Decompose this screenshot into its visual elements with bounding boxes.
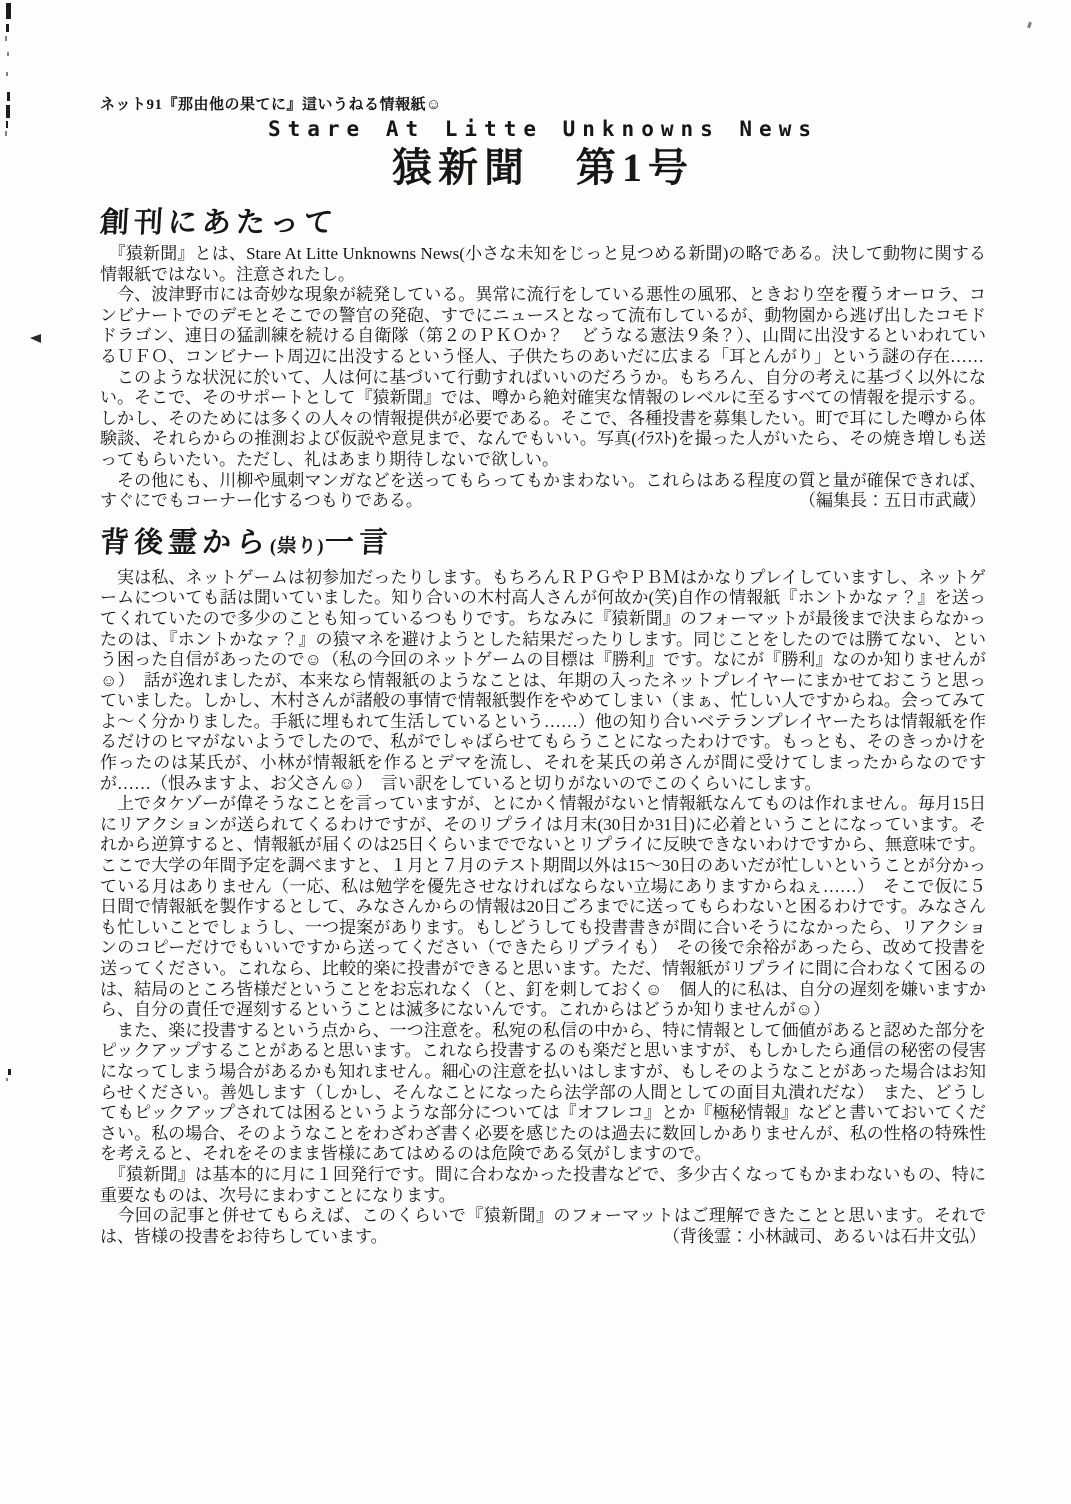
paragraph: また、楽に投書するという点から、一つ注意を。私宛の私信の中から、特に情報として価値があると認めた部分をピックアップすることがあると思います。これなら投書するのも楽だと思いますが、もしかしたら通信の秘密の侵害になってしまう場合があるかも知れません。細心の注意を払いはしますが、もしそのようなことがあった場合はお知らせください。善処します（しかし、そんなことになったら法学部の人間としての面目丸潰れだな） また、どうしてもピックアップされては困るというような部分については『オフレコ』とか『極秘情報』などと書いておいてください。私の場合、そのようなことをわざわざ書く必要を感じたのは過去に数回しかありませんが、私の性格の特殊性を考えると、それをそのまま皆様にあてはめるのは危険である気がしますので。: [100, 1020, 986, 1164]
scan-artifact: [6, 3, 11, 19]
scan-artifact: [6, 105, 10, 118]
heading-text: 背後霊から: [99, 526, 271, 559]
paragraph: 今、波津野市には奇妙な現象が続発している。異常に流行をしている悪性の風邪、ときおり空を覆うオーロラ、コンビナートでのデモとそこでの警官の発砲、すでにニュースとなって流布しているが、動物園から逃げ出したコモドドラゴン、連日の猛訓練を続ける自衛隊（第２のＰＫＯか？ どうなる憲法９条？）、山間に出没するといわれているＵＦＯ、コンビナート周辺に出没するという怪人、子供たちのあいだに広まる「耳とんがり」という謎の存在……: [100, 285, 986, 366]
page-content: [100, 96, 986, 1247]
scan-artifact: [5, 36, 7, 41]
masthead-line: ネット91『那由他の果てに』這いうねる情報紙☺: [100, 97, 442, 113]
scan-artifact: [6, 121, 8, 128]
scan-artifact: [6, 1078, 8, 1081]
english-title: Stare At Litte Unknowns News: [267, 117, 818, 141]
scan-artifact: [6, 72, 8, 76]
section-haigorei: [100, 526, 986, 1248]
paragraph: その他にも、川柳や風刺マンガなどを送ってもらってもかまわない。これらはある程度の質と量が確保できれば、すぐにでもコーナー化するつもりである。: [100, 470, 986, 511]
scan-artifact: [7, 92, 10, 101]
section-heading-haigorei: [99, 526, 987, 564]
paragraph: 『猿新聞』は基本的に月に１回発行です。間に合わなかった投書などで、多少古くなってもかまわないもの、特に重要なものは、次号にまわすことになります。: [100, 1164, 986, 1205]
scan-artifact: [7, 52, 9, 56]
paragraph: 上でタケゾーが偉そうなことを言っていますが、とにかく情報がないと情報紙なんてものは作れません。毎月15日にリアクションが送られてくるわけですが、そのリプライは月末(30日か31日)に必着ということになっています。それから逆算すると、情報紙が届くのは25日くらいまででないとリプライに反映できないわけですから、無意味です。ここで大学の年間予定を調べますと、１月と７月のテスト期間以外は15～30日のあいだが忙しいということが分かっている月はありません（一応、私は勉学を優先させなければならない立場にありますからねぇ……） そこで仮に５日間で情報紙を製作するとして、みなさんからの情報は20日ごろまでに送ってもらわないと困るわけです。みなさんも忙しいことでしょうし、一つ提案があります。もしどうしても投書書きが間に合いそうになかったら、リアクションのコピーだけでもいいですから送ってください（できたらリプライも） その後で余裕があったら、改めて投書を送ってください。これなら、比較的楽に投書ができると思います。ただ、情報紙がリプライに間に合わなくて困るのは、結局のところ皆様だということをお忘れなく（と、釘を刺しておく☺ 個人的に私は、自分の遅刻を嫌いますから、自分の責任で遅刻するということは滅多にないんです。これからはどうか知りませんが☺）: [100, 794, 986, 1020]
editor-byline: （編集長：五日市武蔵）: [799, 491, 986, 511]
section-soukan: [100, 206, 986, 512]
scan-artifact: [8, 1069, 11, 1075]
paragraph: 今回の記事と併せてもらえば、このくらいで『猿新聞』のフォーマットはご理解できたことと思います。それでは、皆様の投書をお待ちしています。: [100, 1206, 986, 1246]
heading-text: 一言: [323, 526, 394, 559]
main-title: 猿新聞 第1号: [392, 145, 694, 190]
scan-artifact: [6, 24, 9, 32]
paragraph: 『猿新聞』とは、Stare At Litte Unknowns News(小さな未知をじっと見つめる新聞)の略である。決して動物に関する情報紙ではない。注意されたし。: [100, 244, 986, 284]
paragraph: 実は私、ネットゲームは初参加だったりします。もちろんＲＰＧやＰＢＭはかなりプレイしていますし、ネットゲームについても話は聞いていました。知り合いの木村高人さんが何故か(笑)自作の情報紙『ホントかなァ？』を送ってくれていたので多少のことも知っているつもりです。ちなみに『猿新聞』のフォーマットが最後まで決まらなかったのは、『ホントかなァ？』の猿マネを避けようとした結果だったりします。同じことをしたのでは勝てない、という困った自信があったので☺（私の今回のネットゲームの目標は『勝利』です。なにが『勝利』なのか知りませんが☺） 話が逸れましたが、本来なら情報紙のようなことは、年期の入ったネットプレイヤーにまかせておこうと思っていました。しかし、木村さんが諸般の事情で情報紙製作をやめてしまい（まぁ、忙しい人ですからね。会ってみてよ～く分かりました。手紙に埋もれて生活しているという……）他の知り合いベテランプレイヤーたちは情報紙を作るだけのヒマがないようでしたので、私がでしゃばらせてもらうことになったわけです。もっとも、そのきっかけを作ったのは某氏が、小林が情報紙を作るとデマを流し、それを某氏の弟さんが間に受けてしまったからなのですが……（恨みますよ、お父さん☺） 言い訳をしていると切りがないのでこのくらいにします。: [100, 567, 986, 793]
heading-paren-text: (祟り): [269, 535, 326, 557]
ghostwriter-byline: （背後霊：小林誠司、あるいは石井文弘）: [663, 1226, 986, 1246]
section-heading-soukan: 創刊にあたって: [99, 207, 339, 239]
paragraph: このような状況に於いて、人は何に基づいて行動すればいいのだろうか。もちろん、自分の考えに基づく以外にない。そこで、そのサポートとして『猿新聞』では、噂から絶対確実な情報のレベルに至るすべての情報を提示する。しかし、そのためには多くの人々の情報提供が必要である。そこで、各種投書を募集したい。町で耳にした噂から体験談、それらからの推測および仮説や意見まで、なんでもいい。写真(ｲﾗｽﾄ)を撮った人がいたら、その焼き増しも送ってもらいたい。ただし、礼はあまり期待しないで欲しい。: [100, 367, 986, 469]
scan-artifact: [1027, 22, 1032, 29]
scan-artifact: [5, 131, 7, 136]
scan-artifact: [30, 334, 41, 343]
